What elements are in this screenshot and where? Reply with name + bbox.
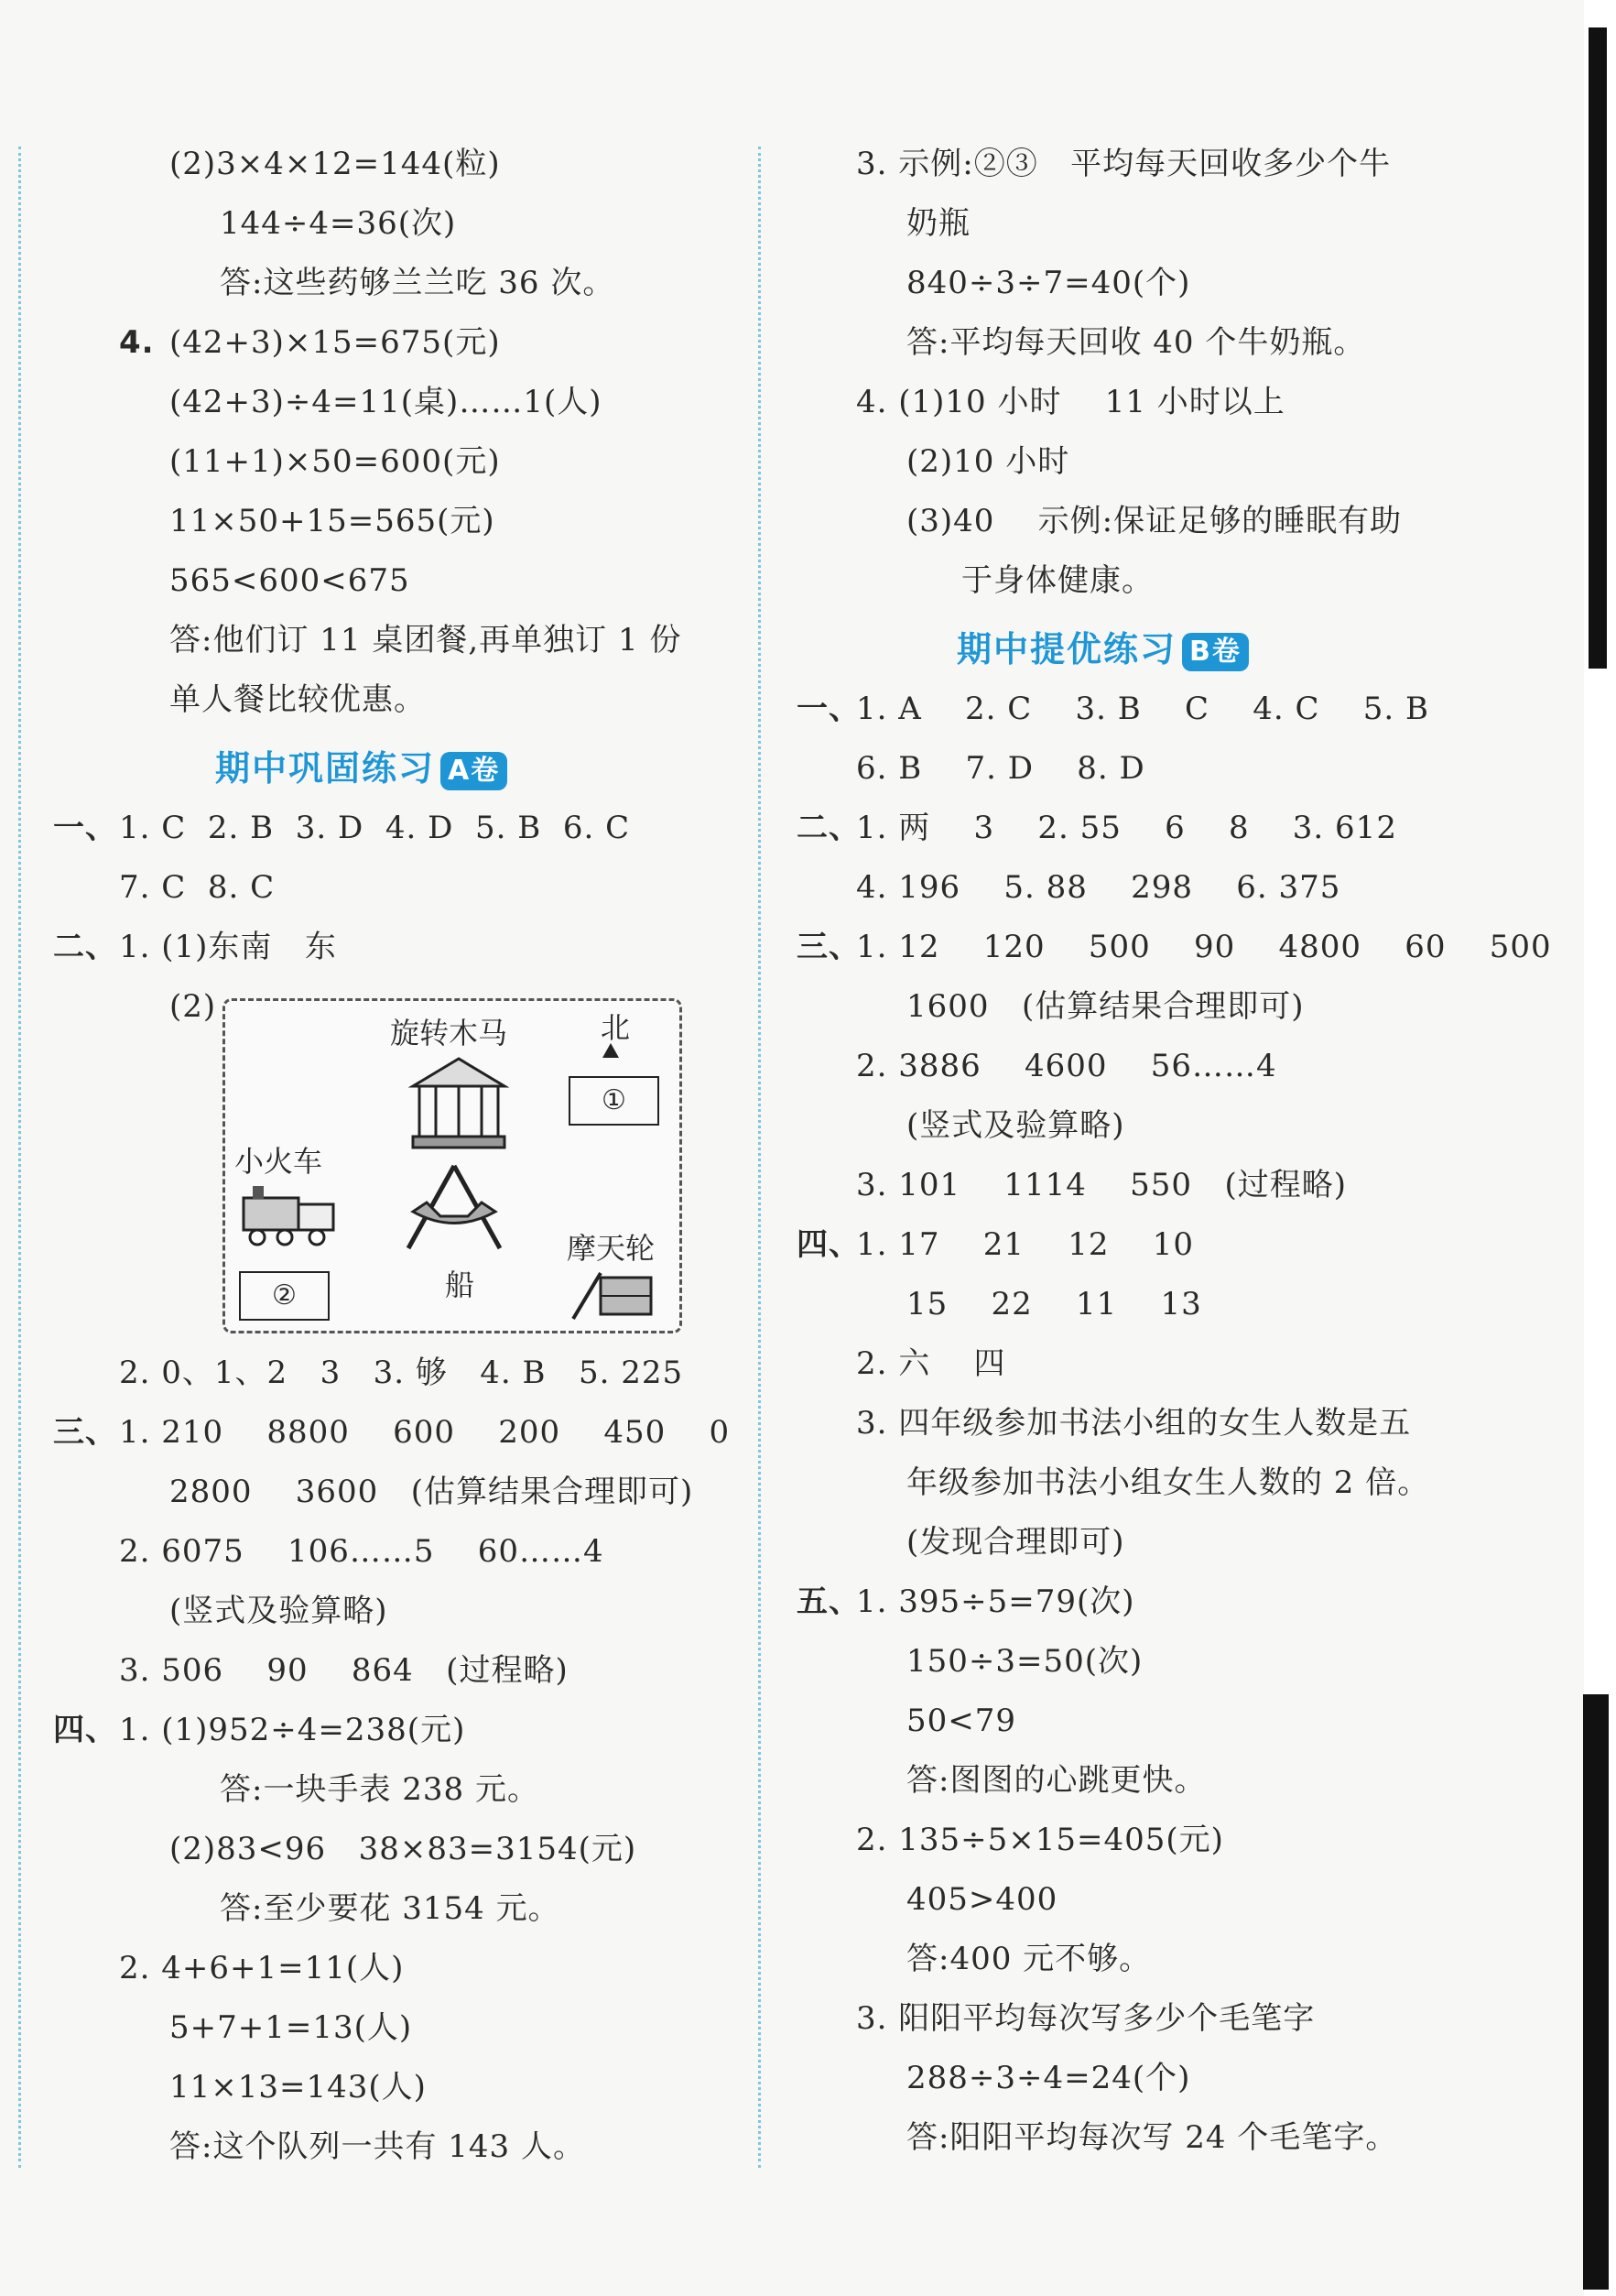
scan-edge-strip — [1583, 1694, 1609, 2290]
right-line: 答:图图的心跳更快。 — [906, 1762, 1207, 1799]
boat-label: 船 — [445, 1268, 475, 1302]
north-label: 北 — [601, 1010, 631, 1045]
right-line: 3. 阳阳平均每次写多少个毛笔字 — [856, 2000, 1316, 2037]
right-line: (3)40 示例:保证足够的睡眠有助 — [906, 503, 1403, 539]
section-number: 五、 — [797, 1583, 861, 1620]
north-arrow-icon — [602, 1043, 619, 1058]
scan-edge-strip — [1589, 27, 1607, 669]
right-line: 奶瓶 — [906, 205, 971, 242]
right-line: 150÷3=50(次) — [906, 1643, 1144, 1680]
ferris-wheel-icon — [569, 1268, 660, 1323]
right-line: 3. 示例:②③ 平均每天回收多少个牛 — [856, 146, 1392, 182]
left-line: 144÷4=36(次) — [220, 205, 457, 242]
left-line: (11+1)×50=600(元) — [169, 443, 501, 480]
right-line: 答:400 元不够。 — [906, 1941, 1152, 1977]
left-line: 单人餐比较优惠。 — [169, 681, 426, 718]
right-line: 答:阳阳平均每次写 24 个毛笔字。 — [906, 2119, 1398, 2156]
left-line: 11×13=143(人) — [169, 2069, 427, 2106]
right-line: (2)10 小时 — [906, 443, 1070, 480]
right-line: (发现合理即可) — [906, 1524, 1125, 1561]
right-line: 3. 四年级参加书法小组的女生人数是五 — [856, 1405, 1412, 1442]
right-line: 1. 两 3 2. 55 6 8 3. 612 — [856, 810, 1397, 846]
left-line: 3. 506 90 864 (过程略) — [119, 1652, 569, 1689]
right-line: 50<79 — [906, 1703, 1017, 1739]
right-line: 15 22 11 13 — [906, 1286, 1202, 1322]
left-line: 2. 0、1、2 3 3. 够 4. B 5. 225 — [119, 1355, 684, 1391]
right-line: 1. 17 21 12 10 — [856, 1226, 1194, 1263]
left-line: 11×50+15=565(元) — [169, 503, 495, 539]
right-line: 答:平均每天回收 40 个牛奶瓶。 — [906, 324, 1366, 361]
marker-1: ① — [569, 1076, 659, 1126]
right-line: 2. 135÷5×15=405(元) — [856, 1822, 1224, 1858]
section-number: 一、 — [797, 691, 861, 727]
right-line: 288÷3÷4=24(个) — [906, 2060, 1191, 2096]
right-line: 1. 395÷5=79(次) — [856, 1583, 1135, 1620]
left-line: (2) — [169, 988, 217, 1025]
right-line: 年级参加书法小组女生人数的 2 倍。 — [906, 1464, 1430, 1501]
column-divider — [18, 147, 21, 2168]
left-line: 答:这些药够兰兰吃 36 次。 — [220, 265, 615, 301]
right-line: 3. 101 1114 550 (过程略) — [856, 1167, 1347, 1203]
right-line: 1600 (估算结果合理即可) — [906, 988, 1305, 1025]
question-number: 4. — [119, 324, 155, 361]
right-line: 6. B 7. D 8. D — [856, 750, 1145, 787]
right-line: 2. 六 四 — [856, 1345, 1006, 1382]
section-title-text: 期中提优练习 — [957, 629, 1177, 669]
left-line: 1. C 2. B 3. D 4. D 5. B 6. C — [119, 810, 631, 846]
section-title-text: 期中巩固练习 — [215, 748, 436, 789]
left-line: 答:至少要花 3154 元。 — [220, 1890, 560, 1927]
section-number: 四、 — [53, 1712, 117, 1748]
map-figure — [222, 998, 682, 1333]
marker-2: ② — [239, 1271, 330, 1321]
train-icon — [239, 1184, 340, 1248]
carousel-icon — [408, 1054, 509, 1155]
left-line: 5+7+1=13(人) — [169, 2009, 413, 2046]
left-line: (竖式及验算略) — [169, 1593, 388, 1629]
right-line: 4. 196 5. 88 298 6. 375 — [856, 869, 1341, 906]
right-line: 405>400 — [906, 1881, 1058, 1918]
left-line: (42+3)÷4=11(桌)……1(人) — [169, 384, 602, 420]
section-badge: A卷 — [440, 752, 507, 790]
left-line: 2. 4+6+1=11(人) — [119, 1950, 405, 1986]
left-line: 答:一块手表 238 元。 — [220, 1771, 539, 1808]
train-label: 小火车 — [234, 1144, 323, 1179]
section-number: 二、 — [797, 810, 861, 846]
left-line: 2. 6075 106……5 60……4 — [119, 1533, 604, 1570]
carousel-label: 旋转木马 — [390, 1016, 508, 1050]
ferris-label: 摩天轮 — [567, 1231, 656, 1266]
right-line: 2. 3886 4600 56……4 — [856, 1048, 1277, 1084]
section-number: 一、 — [53, 810, 117, 846]
left-line: 1. (1)东南 东 — [119, 929, 337, 965]
boat-swing-icon — [395, 1161, 514, 1253]
right-line: 于身体健康。 — [961, 562, 1154, 599]
left-line: 1. (1)952÷4=238(元) — [119, 1712, 466, 1748]
section-badge: B卷 — [1182, 633, 1249, 671]
section-number: 三、 — [797, 929, 861, 965]
right-line: (竖式及验算略) — [906, 1107, 1125, 1144]
section-number: 二、 — [53, 929, 117, 965]
section-number: 三、 — [53, 1414, 117, 1451]
column-divider-center — [758, 147, 761, 2168]
right-line: 840÷3÷7=40(个) — [906, 265, 1191, 301]
left-line: (2)3×4×12=144(粒) — [169, 146, 501, 182]
left-line: 1. 210 8800 600 200 450 0 — [119, 1414, 731, 1451]
left-line: 答:这个队列一共有 143 人。 — [169, 2128, 585, 2165]
left-line: (42+3)×15=675(元) — [169, 324, 501, 361]
left-line: (2)83<96 38×83=3154(元) — [169, 1831, 637, 1867]
right-line: 4. (1)10 小时 11 小时以上 — [856, 384, 1285, 420]
left-line: 答:他们订 11 桌团餐,再单独订 1 份 — [169, 622, 682, 658]
left-line: 565<600<675 — [169, 562, 410, 599]
section-title-a — [215, 740, 507, 790]
right-line: 1. 12 120 500 90 4800 60 500 — [856, 929, 1552, 965]
left-line: 2800 3600 (估算结果合理即可) — [169, 1474, 694, 1510]
section-title-b — [957, 621, 1249, 671]
section-number: 四、 — [797, 1226, 861, 1263]
right-line: 1. A 2. C 3. B C 4. C 5. B — [856, 691, 1429, 727]
left-line: 7. C 8. C — [119, 869, 276, 906]
